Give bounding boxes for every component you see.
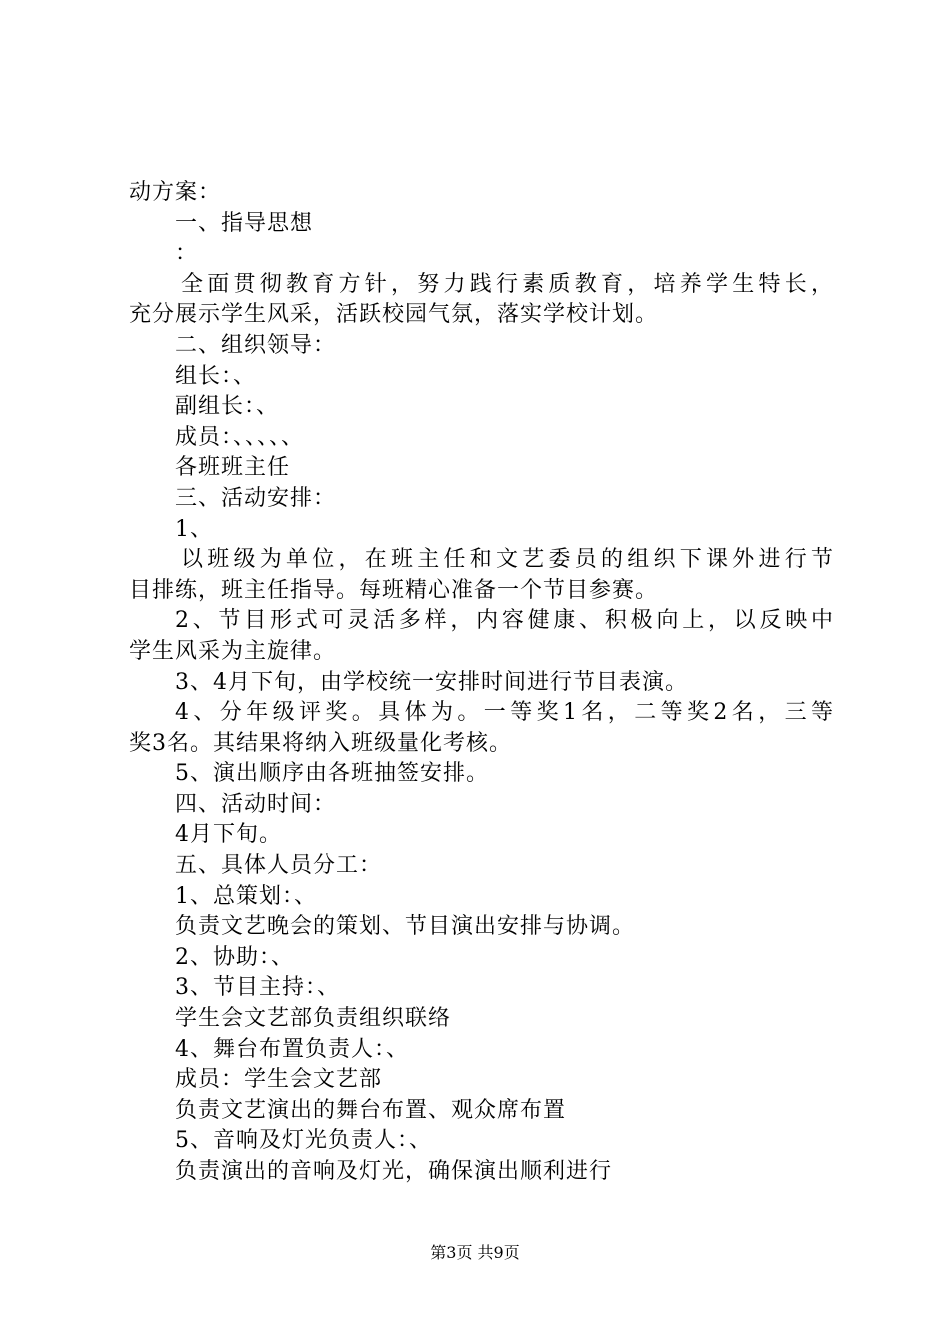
paragraph-line: 2、节目形式可灵活多样，内容健康、积极向上，以反映中 xyxy=(175,608,834,634)
text-line: 动方案： xyxy=(129,180,222,205)
paragraph-line: 3、4月下旬，由学校统一安排时间进行节目表演。 xyxy=(175,669,688,695)
text-line: 负责文艺演出的舞台布置、观众席布置 xyxy=(175,1097,567,1123)
section-heading: 三、活动安排： xyxy=(175,485,337,511)
page-number-footer: 第3页 共9页 xyxy=(430,1243,520,1262)
text-line: 成员：、、、、、 xyxy=(175,424,305,450)
paragraph-line: 目排练，班主任指导。每班精心准备一个节目参赛。 xyxy=(129,577,659,603)
section-heading: 四、活动时间： xyxy=(175,791,337,817)
paragraph-line: 奖3名。其结果将纳入班级量化考核。 xyxy=(129,730,512,756)
paragraph-line: 充分展示学生风采，活跃校园气氛，落实学校计划。 xyxy=(129,302,659,328)
text-line: 5、音响及灯光负责人：、 xyxy=(175,1128,432,1154)
paragraph-line: 全面贯彻教育方针，努力践行素质教育，培养学生特长， xyxy=(181,271,834,297)
section-heading: 五、具体人员分工： xyxy=(175,853,383,879)
paragraph-line: 4、分年级评奖。具体为。一等奖1名，二等奖2名，三等 xyxy=(175,700,834,726)
document-body xyxy=(129,178,834,1188)
text-line: 4月下旬。 xyxy=(175,822,282,848)
text-line: 4、舞台布置负责人：、 xyxy=(175,1036,409,1062)
text-line: 学生会文艺部负责组织联络 xyxy=(175,1006,452,1032)
section-heading: 二、组织领导： xyxy=(175,332,337,358)
text-line: 组长：、 xyxy=(175,363,257,389)
text-line: 1、 xyxy=(175,516,213,542)
text-line: 2、协助：、 xyxy=(175,944,294,970)
text-line: 副组长：、 xyxy=(175,394,280,420)
text-line: 3、节目主持：、 xyxy=(175,975,340,1001)
paragraph-line: 以班级为单位，在班主任和文艺委员的组织下课外进行节 xyxy=(181,547,834,573)
paragraph-line: 学生风采为主旋律。 xyxy=(129,638,337,664)
text-line: 负责文艺晚会的策划、节目演出安排与协调。 xyxy=(175,914,636,940)
text-line: ： xyxy=(175,241,199,267)
text-line: 负责演出的音响及灯光，确保演出顺利进行 xyxy=(175,1159,613,1184)
section-heading: 一、指导思想 xyxy=(175,210,314,236)
text-line: 1、总策划：、 xyxy=(175,883,317,909)
text-line: 各班班主任 xyxy=(175,455,291,481)
text-line: 5、演出顺序由各班抽签安排。 xyxy=(175,761,489,787)
text-line: 成员：学生会文艺部 xyxy=(175,1067,383,1093)
